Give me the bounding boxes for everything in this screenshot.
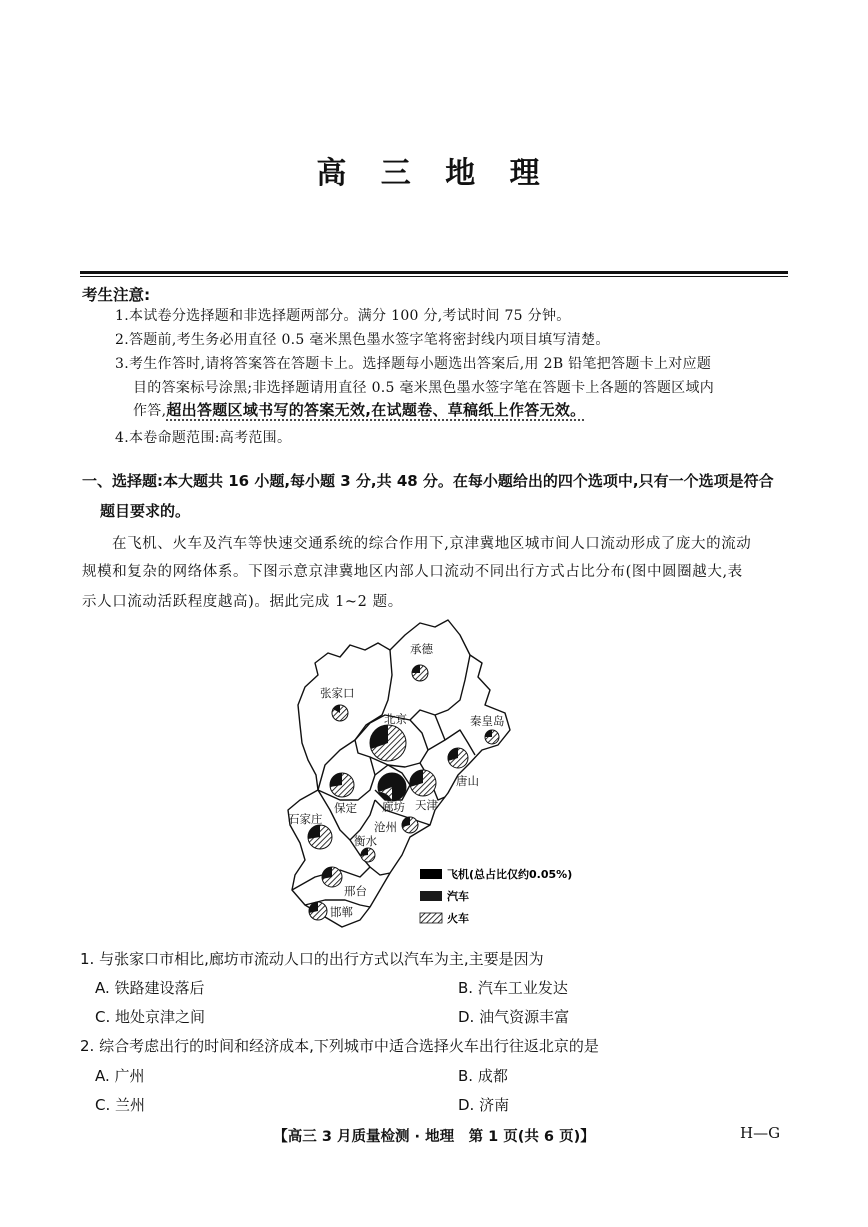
q2-option-c: C. 兰州 — [95, 1096, 146, 1114]
label-xingtai: 邢台 — [344, 884, 367, 898]
label-tangshan: 唐山 — [456, 774, 479, 788]
question-2-stem: 2. 综合考虑出行的时间和经济成本,下列城市中适合选择火车出行往返北京的是 — [80, 1037, 599, 1055]
q1-option-a: A. 铁路建设落后 — [95, 979, 205, 997]
q2-option-b: B. 成都 — [458, 1067, 508, 1085]
circle-shijiazhuang — [308, 825, 332, 849]
label-cangzhou: 沧州 — [374, 820, 397, 834]
q1-option-d: D. 油气资源丰富 — [458, 1008, 570, 1026]
section-heading: 一、选择题:本大题共 16 小题,每小题 3 分,共 48 分。在每小题给出的四个选项中,只有一个选项是符合 — [82, 472, 774, 490]
notice-emphasis: 超出答题区域书写的答案无效,在试题卷、草稿纸上作答无效。 — [166, 401, 586, 419]
label-beijing: 北京 — [384, 712, 407, 726]
circle-langfang — [378, 773, 406, 801]
notice-heading: 考生注意: — [82, 286, 151, 304]
city-circles — [308, 665, 499, 920]
q2-option-d: D. 济南 — [458, 1096, 510, 1114]
label-hengshui: 衡水 — [354, 834, 377, 848]
legend-car: 汽车 — [447, 890, 469, 903]
passage-line: 在飞机、火车及汽车等快速交通系统的综合作用下,京津冀地区城市间人口流动形成了庞大的流动 — [112, 536, 752, 552]
page-footer: 【高三 3 月质量检测 · 地理 第 1 页(共 6 页)】 — [273, 1129, 595, 1145]
label-chengde: 承德 — [410, 642, 433, 656]
circle-hengshui — [361, 848, 375, 862]
legend-train: 火车 — [447, 912, 469, 925]
header-rule-thin — [80, 276, 788, 277]
notice-item: 目的答案标号涂黑;非选择题请用直径 0.5 毫米黑色墨水签字笔在答题卡上各题的答题区域内 — [133, 380, 715, 396]
label-langfang: 廊坊 — [382, 800, 405, 814]
label-zhangjiakou: 张家口 — [320, 686, 355, 700]
circle-zhangjiakou — [332, 705, 348, 721]
q1-option-b: B. 汽车工业发达 — [458, 979, 568, 997]
paper-code: H—G — [740, 1124, 781, 1142]
passage-line: 示人口流动活跃程度越高)。据此完成 1~2 题。 — [82, 594, 403, 610]
notice-item: 3.考生作答时,请将答案答在答题卡上。选择题每小题选出答案后,用 2B 铅笔把答题卡上对应题 — [115, 356, 712, 372]
legend-plane: 飞机(总占比仅约0.05%) — [447, 868, 573, 881]
circle-beijing — [370, 725, 406, 761]
legend-car-swatch — [420, 891, 442, 901]
circle-chengde — [412, 665, 428, 681]
label-qinhuangdao: 秦皇岛 — [470, 714, 505, 728]
q1-option-c: C. 地处京津之间 — [95, 1008, 206, 1026]
passage-line: 规模和复杂的网络体系。下图示意京津冀地区内部人口流动不同出行方式占比分布(图中圆圈越大,表 — [82, 564, 743, 580]
jingjinji-map — [270, 615, 600, 940]
circle-handan — [309, 902, 327, 920]
notice-item: 1.本试卷分选择题和非选择题两部分。满分 100 分,考试时间 75 分钟。 — [115, 308, 571, 324]
q2-option-a: A. 广州 — [95, 1067, 145, 1085]
circle-tangshan — [448, 748, 468, 768]
legend-plane-swatch — [420, 869, 442, 879]
question-1-stem: 1. 与张家口市相比,廊坊市流动人口的出行方式以汽车为主,主要是因为 — [80, 950, 544, 968]
notice-item-prefix: 作答, — [133, 403, 167, 419]
circle-qinhuangdao — [485, 730, 499, 744]
legend-train-swatch — [420, 913, 442, 923]
circle-xingtai — [322, 867, 342, 887]
notice-item — [133, 399, 585, 420]
map-legend — [420, 867, 572, 925]
notice-item: 4.本卷命题范围:高考范围。 — [115, 430, 292, 446]
header-rule — [80, 271, 788, 274]
page-title: 高 三 地 理 — [316, 156, 552, 191]
circle-baoding — [330, 773, 354, 797]
label-shijiazhuang: 石家庄 — [288, 812, 323, 826]
notice-item: 2.答题前,考生务必用直径 0.5 毫米黑色墨水签字笔将密封线内项目填写清楚。 — [115, 332, 610, 348]
circle-tianjin — [409, 770, 436, 796]
section-heading-cont: 题目要求的。 — [100, 502, 191, 520]
label-baoding: 保定 — [334, 801, 357, 815]
label-handan: 邯郸 — [330, 905, 353, 919]
circle-cangzhou — [402, 817, 418, 833]
label-tianjin: 天津 — [415, 798, 438, 812]
